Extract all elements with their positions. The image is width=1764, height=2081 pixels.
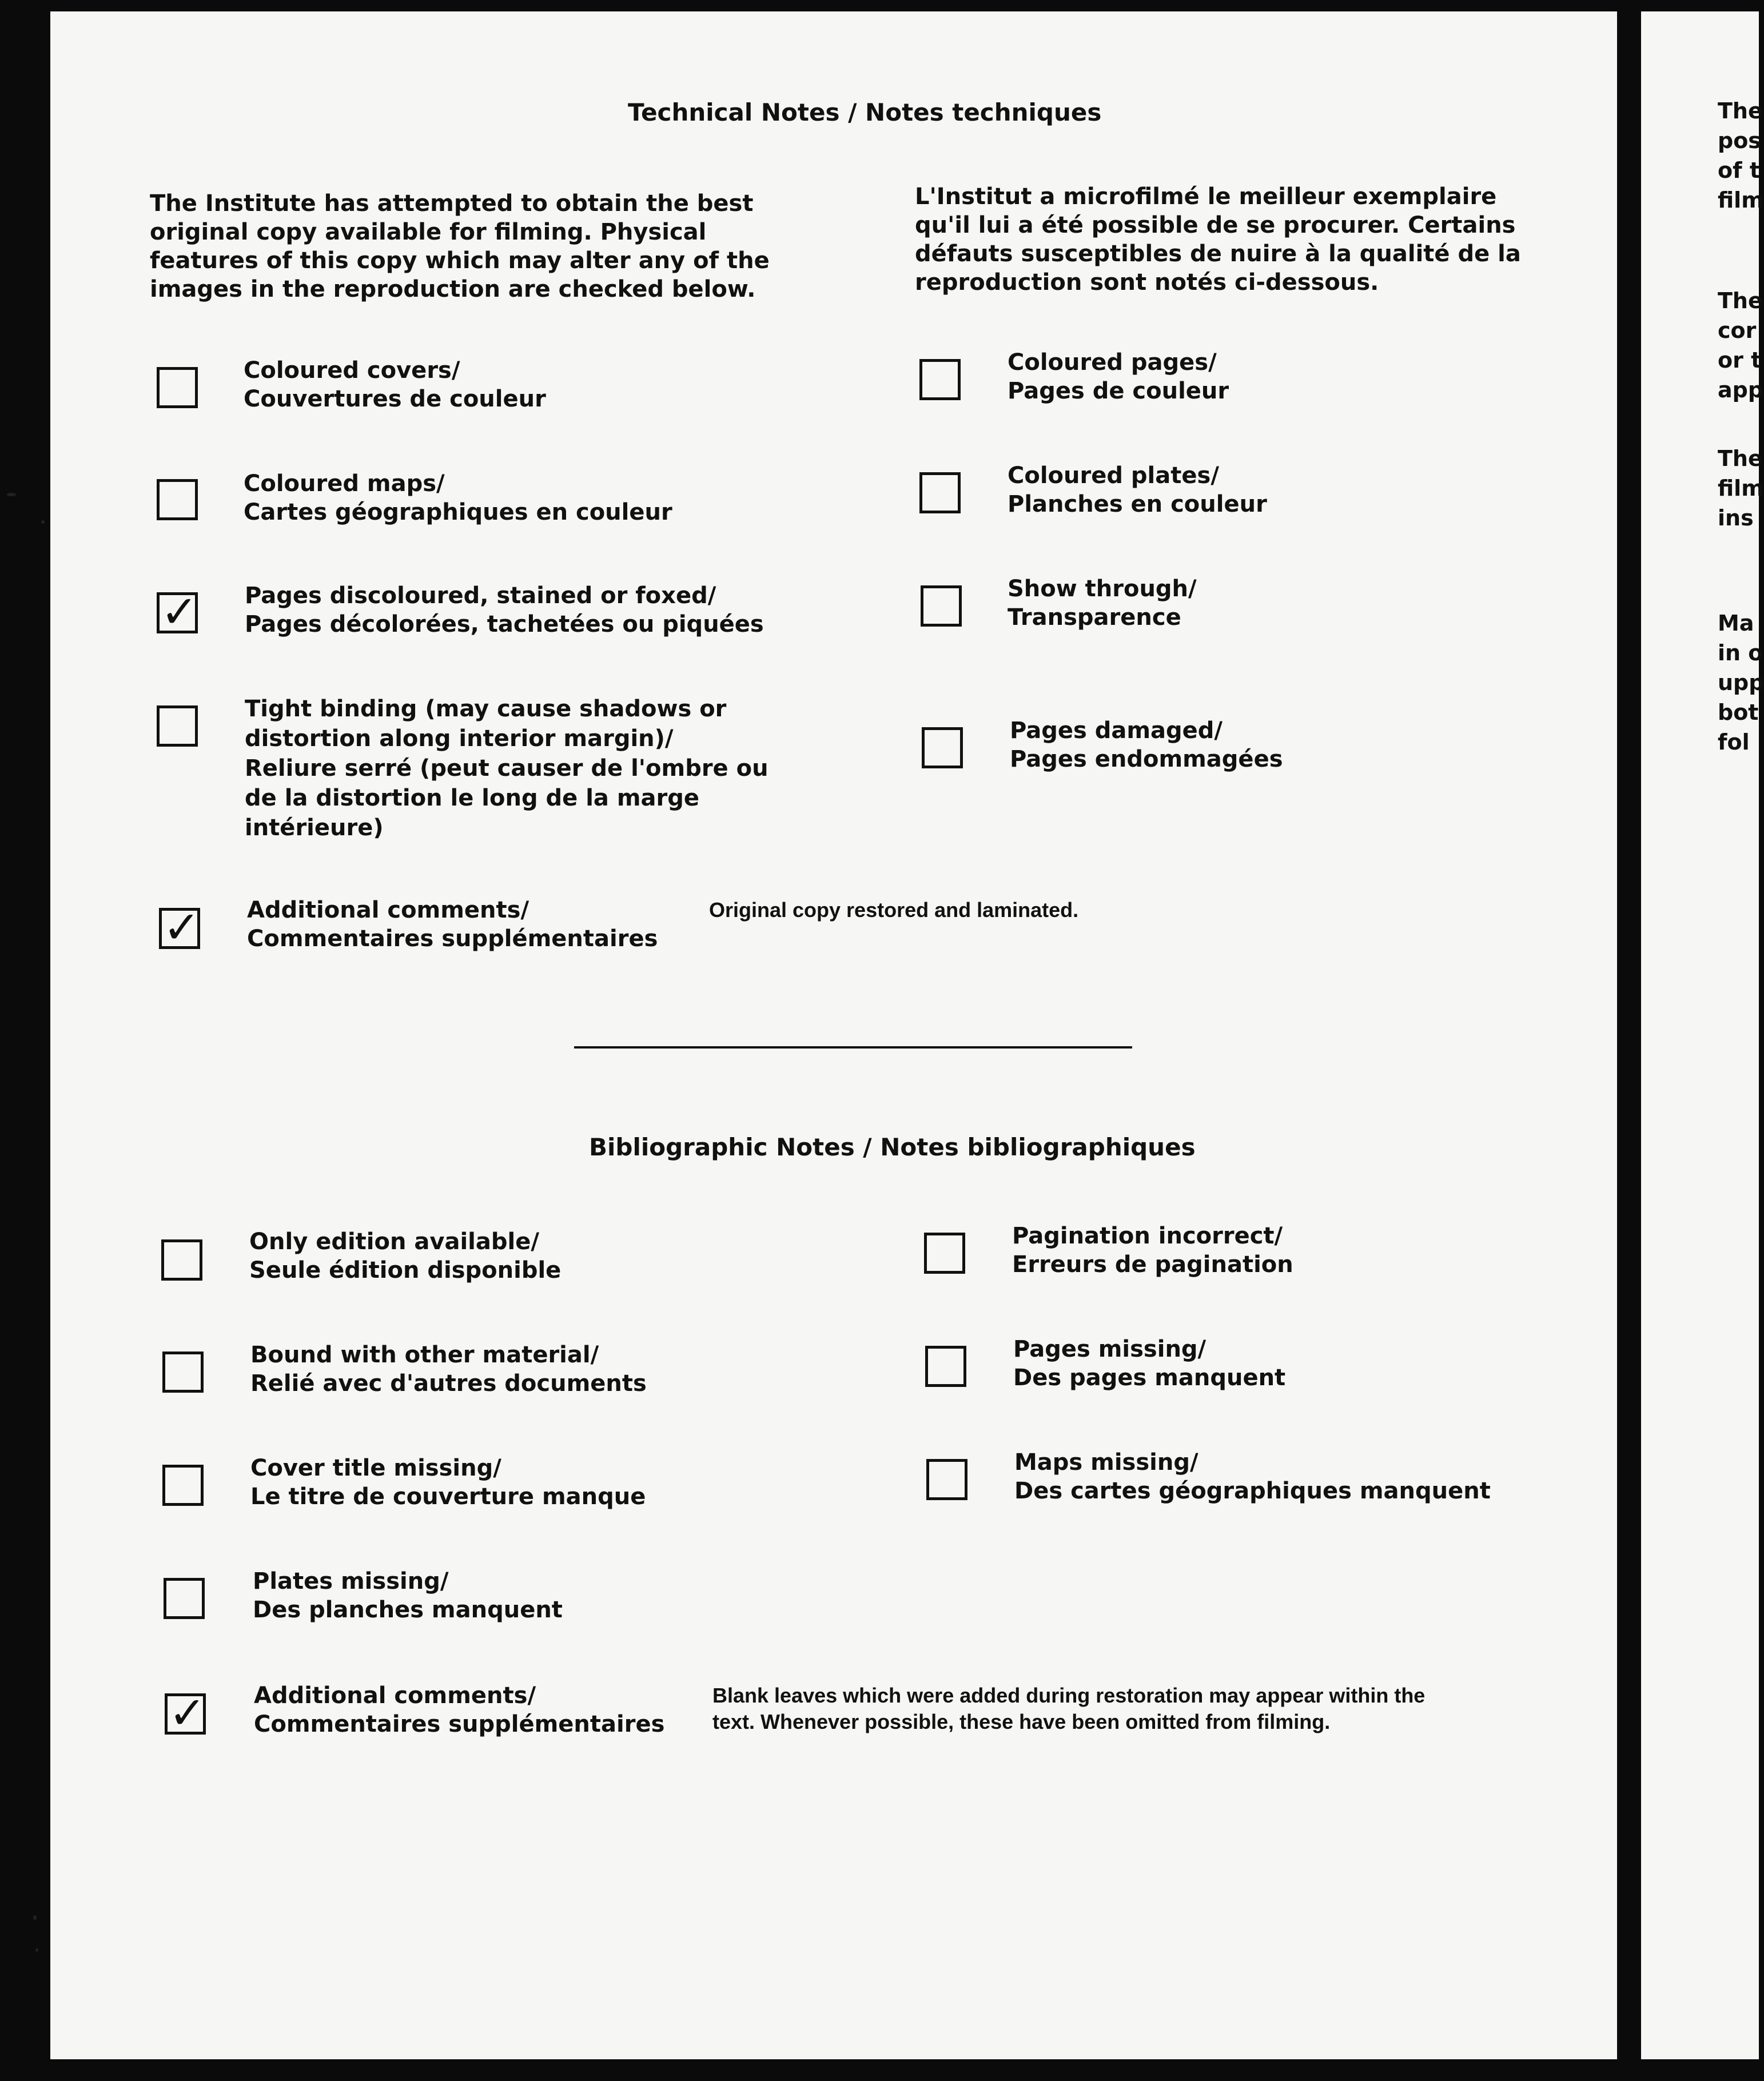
- checkbox-cover-title-missing[interactable]: [162, 1465, 204, 1506]
- checkbox-coloured-maps[interactable]: [157, 479, 198, 520]
- label-pagination-incorrect-fr: Erreurs de pagination: [1012, 1251, 1293, 1278]
- label-pages-damaged-fr: Pages endommagées: [1010, 746, 1283, 772]
- label-bound-with: Bound with other material/: [250, 1342, 599, 1368]
- section-divider: [574, 1046, 1132, 1049]
- checkbox-plates-missing[interactable]: [164, 1578, 205, 1619]
- label-plates-missing-fr: Des planches manquent: [253, 1597, 563, 1623]
- scan-speck: [33, 1915, 37, 1920]
- label-pages-missing: Pages missing/: [1013, 1336, 1206, 1362]
- label-coloured-covers-fr: Couvertures de couleur: [244, 386, 546, 412]
- fragment-line: of t: [1718, 158, 1761, 183]
- label-additional-comments-technical-fr: Commentaires supplémentaires: [247, 926, 658, 952]
- label-coloured-pages-fr: Pages de couleur: [1008, 378, 1229, 404]
- label-tight-binding-1: Tight binding (may cause shadows or: [245, 696, 727, 722]
- checkbox-tight-binding[interactable]: [157, 705, 198, 747]
- checkbox-additional-comments-bibliographic[interactable]: [165, 1688, 206, 1739]
- label-coloured-pages: Coloured pages/: [1008, 349, 1217, 376]
- fragment-line: upp: [1718, 670, 1764, 695]
- label-tight-binding-3: Reliure serré (peut causer de l'ombre ou: [245, 755, 768, 782]
- label-pages-discoloured: Pages discoloured, stained or foxed/: [245, 583, 716, 609]
- label-tight-binding-4: de la distortion le long de la marge: [245, 785, 699, 811]
- intro-fr-line: reproduction sont notés ci-dessous.: [915, 269, 1379, 296]
- scan-speck: [35, 1948, 38, 1952]
- fragment-line: bot: [1718, 700, 1759, 725]
- label-pages-discoloured-fr: Pages décolorées, tachetées ou piquées: [245, 611, 764, 637]
- scanned-page-left: [50, 11, 1617, 2059]
- checkbox-pages-missing[interactable]: [925, 1346, 966, 1387]
- intro-fr-line: qu'il lui a été possible de se procurer. Certains: [915, 212, 1516, 238]
- scan-speck: [41, 520, 45, 524]
- checkbox-maps-missing[interactable]: [926, 1459, 967, 1500]
- label-bound-with-fr: Relié avec d'autres documents: [250, 1370, 647, 1397]
- label-coloured-covers: Coloured covers/: [244, 357, 460, 384]
- label-pages-missing-fr: Des pages manquent: [1013, 1365, 1286, 1391]
- fragment-line: film: [1718, 188, 1764, 213]
- checkbox-pagination-incorrect[interactable]: [924, 1233, 965, 1274]
- checkbox-coloured-plates[interactable]: [919, 472, 961, 513]
- technical-comment-text: Original copy restored and laminated.: [709, 898, 1079, 922]
- checkmark-icon: ✓: [163, 902, 201, 954]
- intro-fr-line: L'Institut a microfilmé le meilleur exemplaire: [915, 184, 1497, 210]
- label-pagination-incorrect: Pagination incorrect/: [1012, 1223, 1283, 1249]
- intro-en-line: features of this copy which may alter any of the: [150, 248, 770, 274]
- fragment-line: The: [1718, 446, 1763, 471]
- fragment-line: app: [1718, 377, 1764, 402]
- fragment-line: film: [1718, 476, 1764, 501]
- fragment-line: ins: [1718, 505, 1754, 531]
- label-show-through-fr: Transparence: [1008, 604, 1181, 631]
- label-additional-comments-technical: Additional comments/: [247, 897, 529, 923]
- scanned-page-right-partial: [1641, 11, 1764, 2059]
- label-additional-comments-bibliographic: Additional comments/: [254, 1683, 536, 1709]
- fragment-line: cor: [1718, 318, 1757, 343]
- label-coloured-maps-fr: Cartes géographiques en couleur: [244, 499, 672, 525]
- intro-fr-line: défauts susceptibles de nuire à la qualité de la: [915, 241, 1521, 267]
- label-show-through: Show through/: [1008, 576, 1197, 602]
- bibliographic-comment-line-1: Blank leaves which were added during restoration may appear within the: [712, 1684, 1425, 1707]
- label-pages-damaged: Pages damaged/: [1010, 717, 1223, 744]
- label-cover-title-missing-fr: Le titre de couverture manque: [250, 1484, 646, 1510]
- checkbox-coloured-pages[interactable]: [919, 359, 961, 400]
- label-additional-comments-bibliographic-fr: Commentaires supplémentaires: [254, 1711, 665, 1737]
- label-only-edition: Only edition available/: [249, 1229, 539, 1255]
- fragment-line: The: [1718, 288, 1763, 313]
- label-coloured-plates-fr: Planches en couleur: [1008, 491, 1267, 517]
- fragment-line: The: [1718, 98, 1763, 123]
- label-maps-missing: Maps missing/: [1014, 1449, 1198, 1476]
- fragment-line: fol: [1718, 729, 1750, 755]
- checkmark-icon: ✓: [169, 1688, 206, 1739]
- label-cover-title-missing: Cover title missing/: [250, 1455, 501, 1481]
- label-tight-binding-5: intérieure): [245, 815, 384, 841]
- label-only-edition-fr: Seule édition disponible: [249, 1257, 562, 1283]
- fragment-line: or t: [1718, 348, 1762, 373]
- intro-en-line: images in the reproduction are checked below.: [150, 276, 756, 302]
- checkbox-coloured-covers[interactable]: [157, 367, 198, 408]
- checkbox-show-through[interactable]: [921, 585, 962, 627]
- intro-en-line: The Institute has attempted to obtain the best: [150, 190, 754, 217]
- checkmark-icon: ✓: [161, 587, 198, 638]
- fragment-line: in o: [1718, 640, 1763, 665]
- checkbox-pages-damaged[interactable]: [922, 727, 963, 768]
- label-maps-missing-fr: Des cartes géographiques manquent: [1014, 1478, 1491, 1504]
- checkbox-bound-with[interactable]: [162, 1352, 204, 1393]
- fragment-line: Ma: [1718, 611, 1754, 636]
- checkbox-only-edition[interactable]: [161, 1239, 202, 1281]
- scan-speck: [7, 493, 16, 496]
- checkbox-pages-discoloured[interactable]: [157, 587, 198, 638]
- technical-notes-heading: Technical Notes / Notes techniques: [628, 98, 1102, 126]
- intro-en-line: original copy available for filming. Physical: [150, 219, 707, 245]
- bibliographic-notes-heading: Bibliographic Notes / Notes bibliographiques: [589, 1133, 1196, 1161]
- fragment-line: pos: [1718, 128, 1761, 153]
- bibliographic-comment-line-2: text. Whenever possible, these have been omitted from filming.: [712, 1710, 1331, 1733]
- checkbox-additional-comments-technical[interactable]: [159, 902, 201, 954]
- label-tight-binding-2: distortion along interior margin)/: [245, 725, 674, 752]
- label-coloured-maps: Coloured maps/: [244, 471, 445, 497]
- label-plates-missing: Plates missing/: [253, 1568, 449, 1594]
- label-coloured-plates: Coloured plates/: [1008, 463, 1219, 489]
